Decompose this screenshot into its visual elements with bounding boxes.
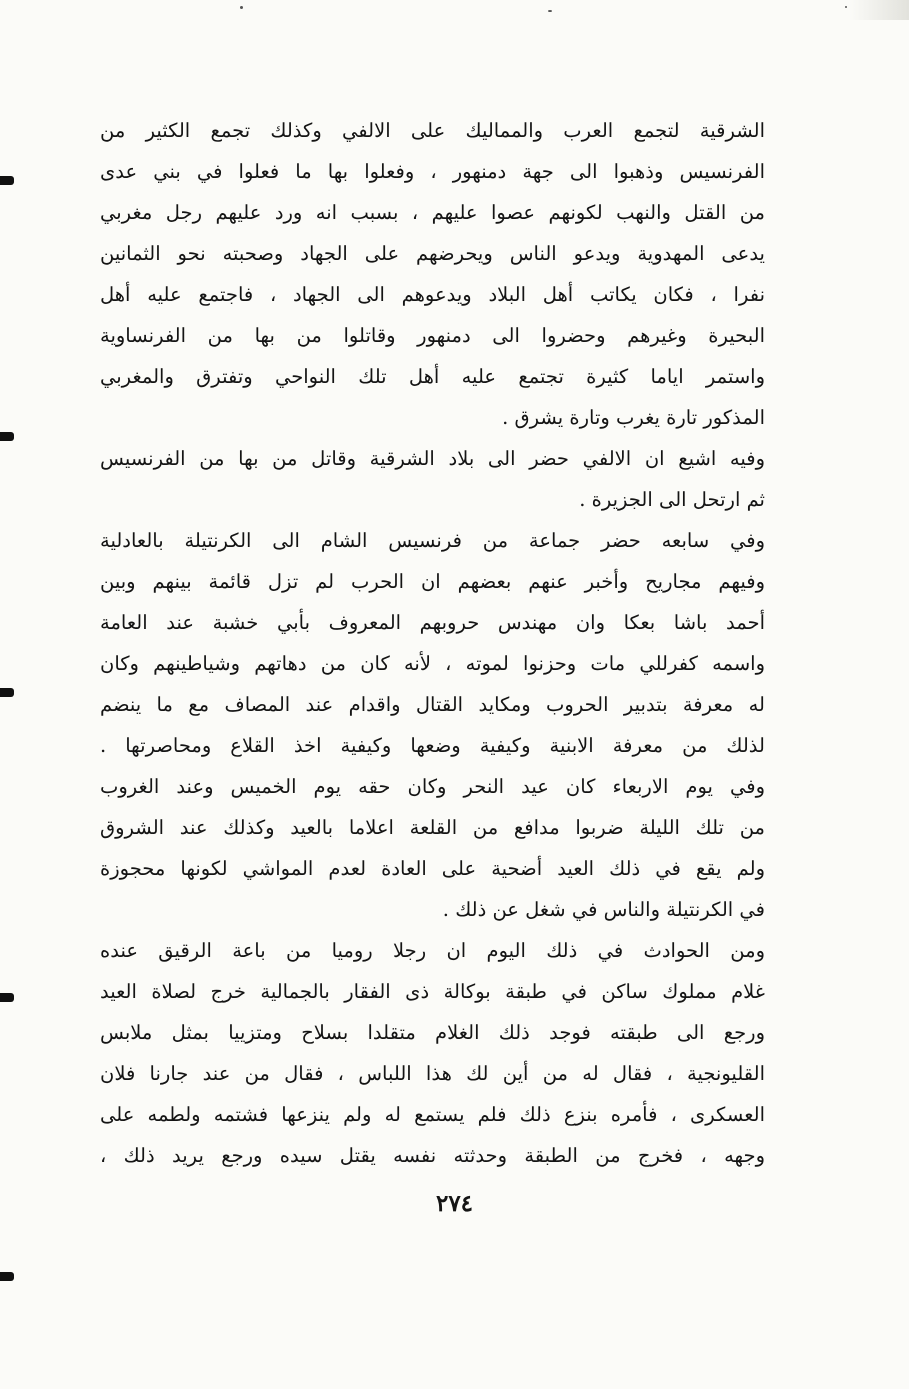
text-line: من تلك الليلة ضربوا مدافع من القلعة اعلاما بالعيد وكذلك عند الشروق — [100, 816, 765, 839]
text-line: وفي يوم الاربعاء كان عيد النحر وكان حقه يوم الخميس وعند الغروب — [100, 775, 765, 798]
text-line: من القتل والنهب لكونهم عصوا عليهم ، بسبب انه ورد عليهم رجل مغربي — [100, 201, 765, 224]
scan-speck — [240, 6, 243, 9]
text-line: وفيهم مجاريح وأخبر عنهم بعضهم ان الحرب لم تزل قائمة بينهم وبين — [100, 570, 765, 593]
text-line: ولم يقع في ذلك العيد أضحية على العادة لعدم المواشي لكونها محجوزة — [100, 857, 765, 880]
text-line: واستمر اياما كثيرة تجتمع عليه أهل تلك النواحي وتفترق والمغربي — [100, 365, 765, 388]
text-line: في الكرنتيلة والناس في شغل عن ذلك . — [442, 898, 765, 921]
margin-mark — [0, 993, 14, 1002]
text-line: وفي سابعه حضر جماعة من فرنسيس الشام الى الكرنتيلة بالعادلية — [100, 529, 765, 552]
text-line: واسمه كفرللي مات وحزنوا لموته ، لأنه كان من دهاتهم وشياطينهم وكان — [100, 652, 765, 675]
text-line: الشرقية لتجمع العرب والمماليك على الالفي وكذلك تجمع الكثير من — [100, 119, 765, 142]
scan-speck — [845, 6, 847, 8]
text-line: ثم ارتحل الى الجزيرة . — [579, 488, 765, 511]
text-line: العسكرى ، فأمره بنزع ذلك فلم يستمع له ولم ينزعها فشتمه ولطمه على — [100, 1103, 765, 1126]
text-line: نفرا ، فكان يكاتب أهل البلاد ويدعوهم الى الجهاد ، فاجتمع عليه أهل — [100, 283, 765, 306]
text-line: البحيرة وغيرهم وحضروا الى دمنهور وقاتلوا من بها من الفرنساوية — [100, 324, 765, 347]
page-number: ٢٧٤ — [435, 1190, 474, 1217]
margin-mark — [0, 176, 14, 185]
text-line: له معرفة بتدبير الحروب ومكايد القتال واقدام عند المصاف مع ما ينضم — [100, 693, 765, 716]
text-line: يدعى المهدوية ويدعو الناس ويحرضهم على الجهاد وصحبته نحو الثمانين — [100, 242, 765, 265]
margin-mark — [0, 432, 14, 441]
margin-mark — [0, 1272, 14, 1281]
margin-mark — [0, 688, 14, 697]
text-line: ورجع الى طبقته فوجد ذلك الغلام متقلدا بسلاح ومتزييا بمثل ملابس — [100, 1021, 765, 1044]
text-line: غلام مملوك ساكن في طبقة بوكالة ذى الفقار بالجمالية خرج لصلاة العيد — [100, 980, 765, 1003]
text-line: القليونجية ، فقال له من أين لك هذا اللباس ، فقال من عند جارنا فلان — [100, 1062, 765, 1085]
scan-speck — [548, 10, 552, 12]
text-line: وفيه اشيع ان الالفي حضر الى بلاد الشرقية وقاتل من بها من الفرنسيس — [100, 447, 765, 470]
text-line: الفرنسيس وذهبوا الى جهة دمنهور ، وفعلوا بها ما فعلوا في بني عدى — [100, 160, 765, 183]
body-text — [100, 110, 765, 1176]
text-line: أحمد باشا بعكا وان مهندس حروبهم المعروف بأبي خشبة عند العامة — [100, 611, 765, 634]
text-line: لذلك من معرفة الابنية وكيفية وضعها وكيفية اخذ القلاع ومحاصرتها . — [100, 734, 765, 757]
text-line: وجهه ، فخرج من الطبقة وحدثته نفسه يقتل سيده ورجع يريد ذلك ، — [100, 1144, 765, 1167]
scan-edge-shadow — [849, 0, 909, 20]
text-line: المذكور تارة يغرب وتارة يشرق . — [502, 406, 765, 429]
text-line: ومن الحوادث في ذلك اليوم ان رجلا روميا من باعة الرقيق عنده — [100, 939, 765, 962]
